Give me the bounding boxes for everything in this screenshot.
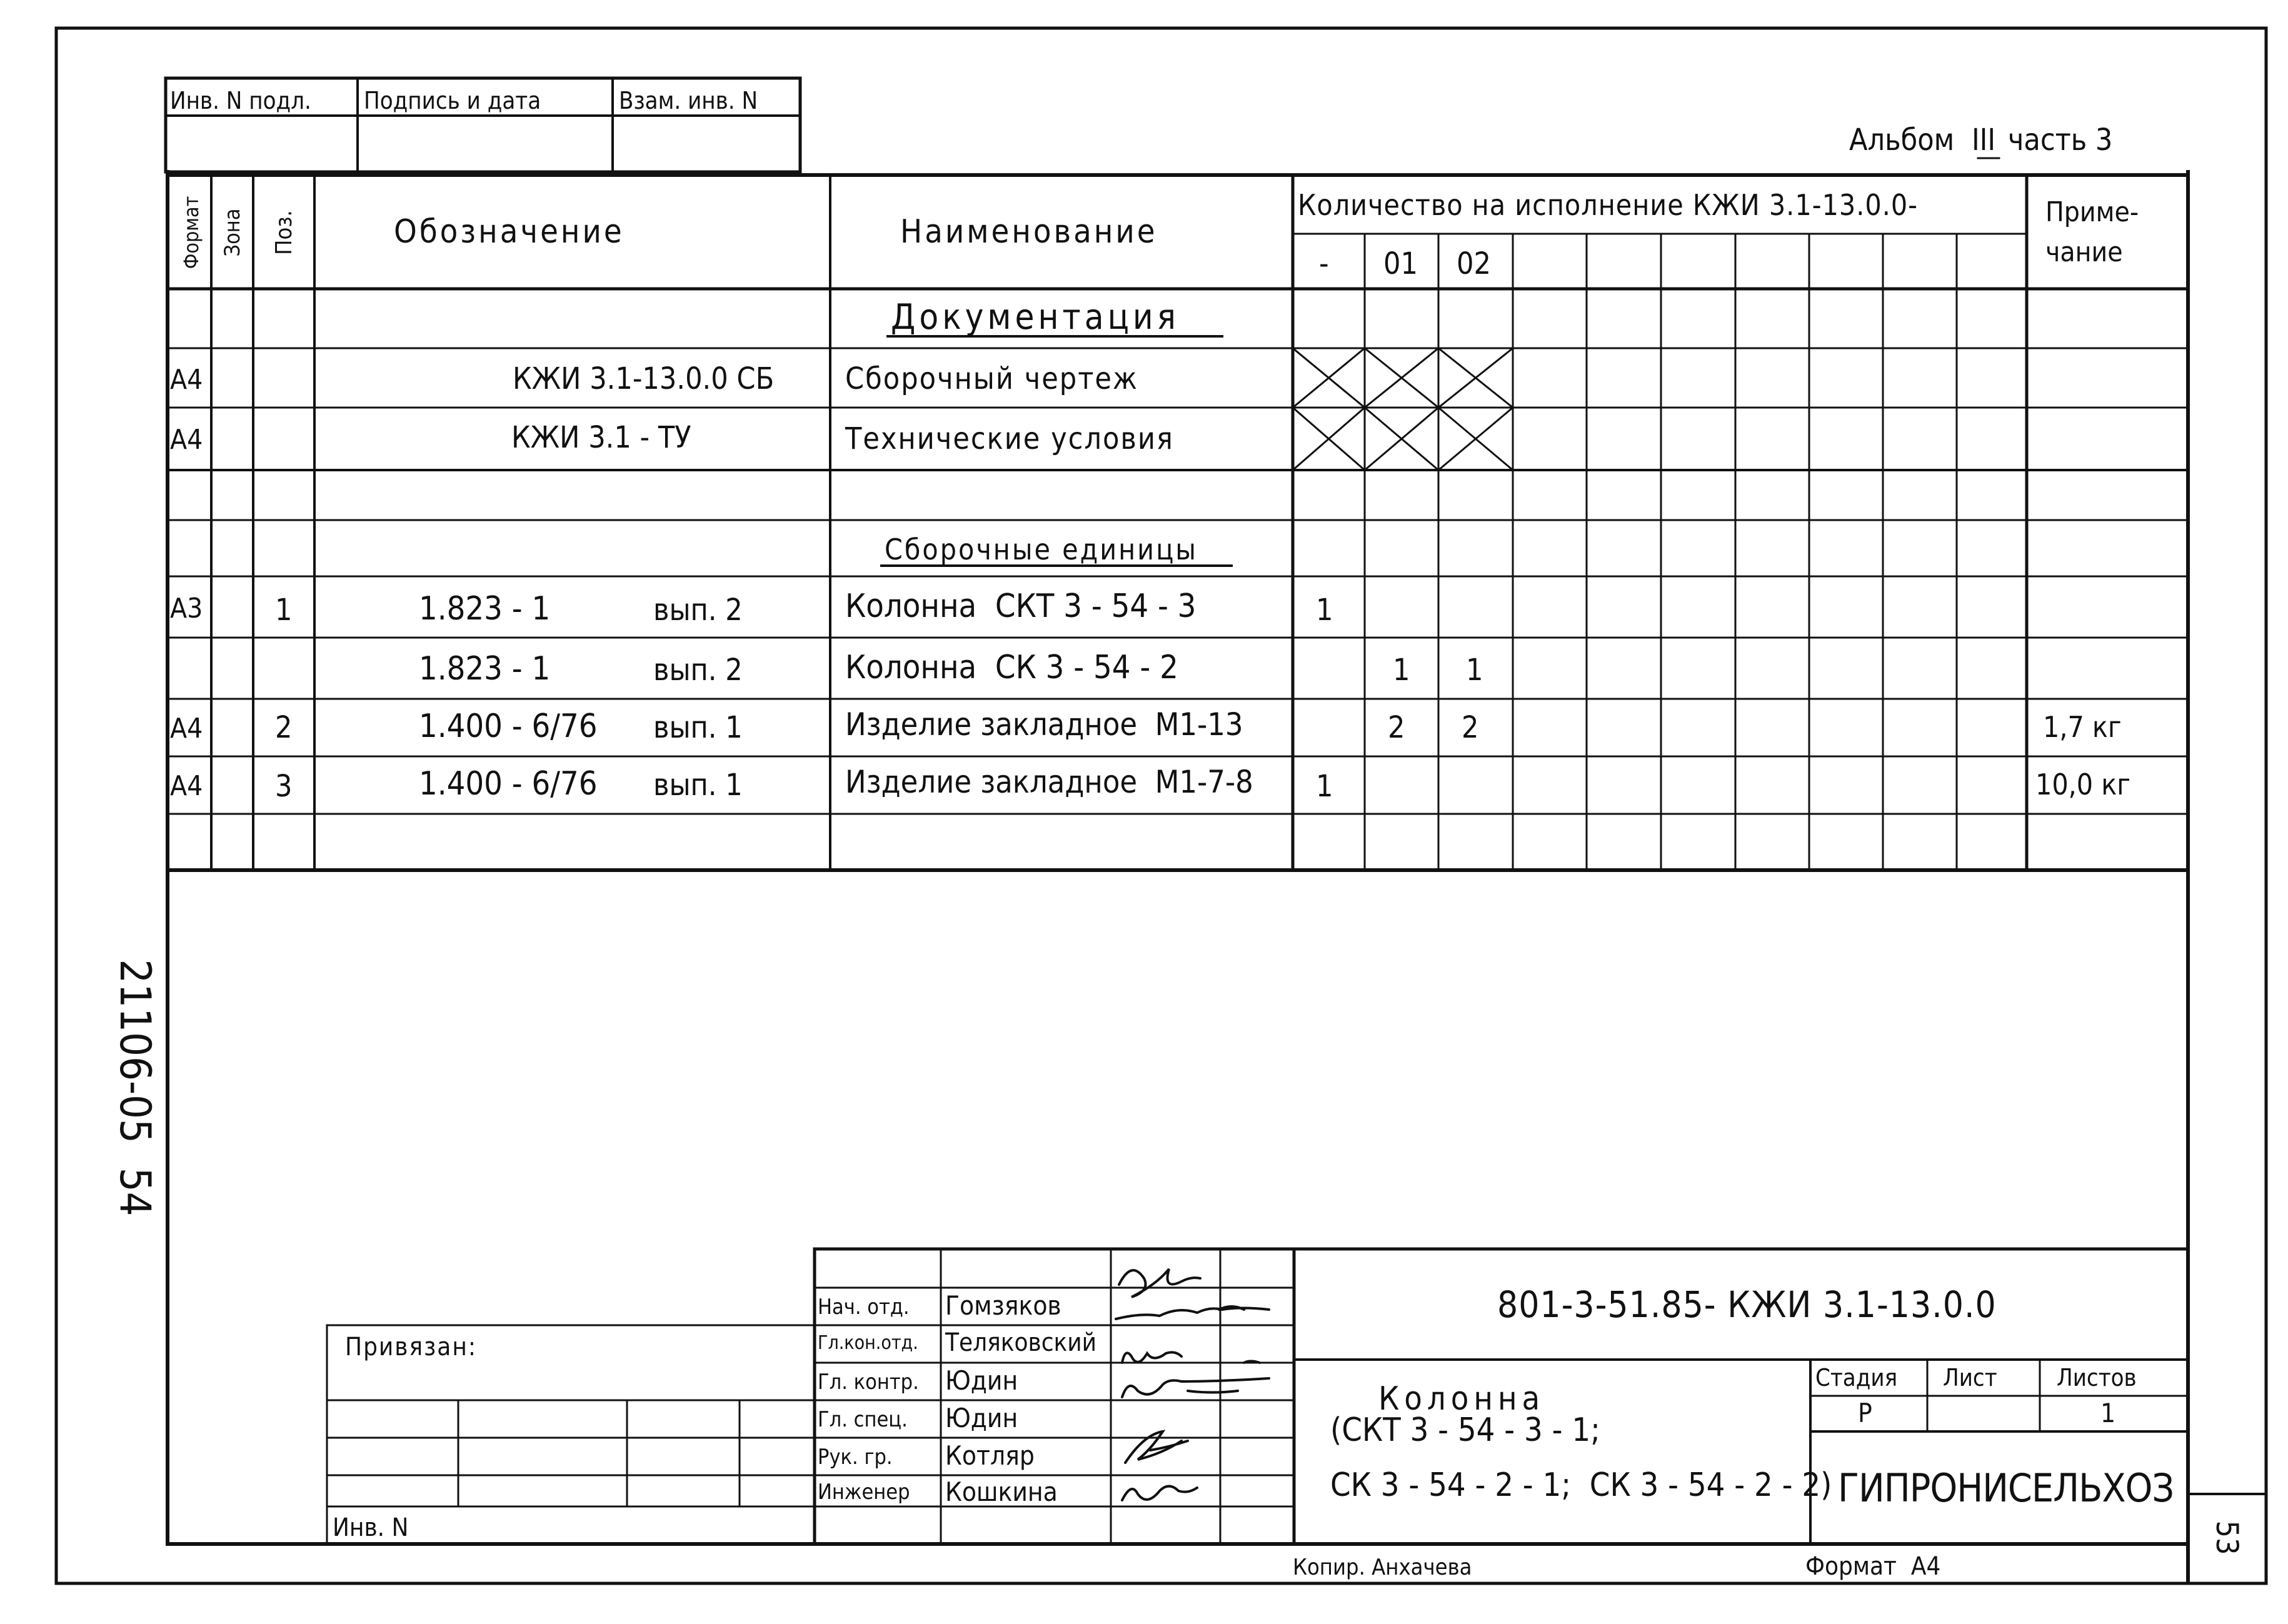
album-part: часть 3	[2007, 123, 2113, 158]
list-label: Лист	[1943, 1364, 1997, 1391]
header-variant-01: 01	[1383, 246, 1418, 281]
stadiya-label: Стадия	[1815, 1364, 1898, 1391]
header-format: Формат	[179, 196, 203, 269]
organization-name: ГИПРОНИСЕЛЬХОЗ	[1838, 1465, 2174, 1511]
unit-row-3-note: 1,7 кг	[2043, 710, 2122, 744]
role-6-name: Кошкина	[945, 1476, 1058, 1507]
role-4-label: Гл. спец.	[818, 1407, 908, 1432]
unit-row-2-name: Колонна СК 3 - 54 - 2	[845, 649, 1178, 686]
header-variant-base: -	[1319, 246, 1329, 281]
page-number: 53	[2209, 1520, 2244, 1555]
unit-row-3-poz: 2	[275, 710, 293, 745]
header-oboznachenie: Обозначение	[394, 213, 625, 251]
role-5-label: Рук. гр.	[818, 1445, 893, 1470]
unit-row-3-oboz: 1.400 - 6/76	[419, 708, 598, 745]
doc-row-2-oboz: КЖИ 3.1 - ТУ	[511, 420, 691, 455]
stamp-vzam-inv: Взам. инв. N	[619, 87, 758, 114]
album-number: III	[1971, 123, 1996, 158]
unit-row-4-note: 10,0 кг	[2035, 768, 2130, 801]
unit-row-1-name: Колонна СКТ 3 - 54 - 3	[845, 588, 1197, 625]
stamp-podpis-data: Подпись и дата	[364, 87, 541, 114]
role-3-name: Юдин	[945, 1365, 1018, 1396]
unit-row-3-name: Изделие закладное М1-13	[845, 706, 1243, 743]
inv-n-label: Инв. N	[333, 1513, 409, 1542]
unit-row-1-vyp: вып. 2	[653, 593, 743, 628]
header-primechanie-2: чание	[2045, 236, 2123, 268]
document-code: 801-3-51.85- КЖИ 3.1-13.0.0	[1497, 1283, 1997, 1326]
role-2-label: Гл.кон.отд.	[818, 1332, 918, 1354]
header-zona: Зона	[220, 208, 245, 257]
section-assembly-units: Сборочные единицы	[885, 533, 1198, 566]
doc-row-2-format: А4	[170, 424, 203, 456]
title-line-3: СК 3 - 54 - 2 - 1; СК 3 - 54 - 2 - 2)	[1330, 1466, 1832, 1504]
role-6-label: Инженер	[818, 1480, 910, 1505]
privyazan-label: Привязан:	[345, 1333, 478, 1361]
unit-row-4-q0: 1	[1316, 769, 1333, 804]
unit-row-3-q1: 2	[1388, 710, 1405, 745]
role-5-name: Котляр	[945, 1440, 1035, 1471]
unit-row-3-format: А4	[170, 713, 203, 744]
side-document-number: 21106-05 54	[110, 959, 159, 1216]
role-3-label: Гл. контр.	[818, 1370, 919, 1395]
unit-row-4-format: А4	[170, 770, 203, 802]
unit-row-1-format: А3	[170, 593, 203, 624]
album-word: Альбом	[1849, 123, 1955, 158]
unit-row-3-q2: 2	[1462, 710, 1479, 745]
unit-row-4-poz: 3	[275, 769, 293, 804]
listov-value: 1	[2100, 1398, 2116, 1428]
role-1-label: Нач. отд.	[818, 1295, 910, 1320]
doc-row-2-name: Технические условия	[845, 421, 1174, 456]
section-documentation: Документация	[891, 297, 1180, 338]
unit-row-4-oboz: 1.400 - 6/76	[419, 765, 598, 803]
title-line-1: Колонна	[1378, 1380, 1545, 1418]
unit-row-1-poz: 1	[275, 593, 293, 628]
stamp-inv-podl: Инв. N подл.	[170, 87, 311, 114]
unit-row-3-vyp: вып. 1	[653, 710, 743, 745]
unit-row-4-vyp: вып. 1	[653, 768, 743, 803]
footer-format: Формат А4	[1805, 1552, 1941, 1581]
header-variant-02: 02	[1457, 246, 1491, 281]
role-1-name: Гомзяков	[945, 1290, 1061, 1321]
footer-copied: Копир. Анхачева	[1293, 1555, 1472, 1580]
unit-row-2-oboz: 1.823 - 1	[419, 650, 551, 688]
unit-row-4-name: Изделие закладное М1-7-8	[845, 764, 1253, 800]
doc-row-1-oboz: КЖИ 3.1-13.0.0 СБ	[513, 361, 775, 396]
header-kolichestvo: Количество на исполнение КЖИ 3.1-13.0.0-	[1298, 188, 1919, 222]
listov-label: Листов	[2057, 1364, 2137, 1391]
doc-row-1-name: Сборочный чертеж	[845, 361, 1138, 396]
role-2-name: Теляковский	[945, 1328, 1097, 1357]
role-4-name: Юдин	[945, 1403, 1018, 1433]
unit-row-1-oboz: 1.823 - 1	[419, 590, 551, 628]
header-poz: Поз.	[271, 210, 297, 255]
header-primechanie-1: Приме-	[2045, 196, 2139, 228]
signatures	[1116, 1269, 1269, 1500]
title-line-2: (СКТ 3 - 54 - 3 - 1;	[1330, 1411, 1600, 1449]
doc-row-1-format: А4	[170, 364, 203, 396]
unit-row-2-q1: 1	[1393, 653, 1410, 688]
album-label	[1849, 123, 2113, 158]
stadiya-value: Р	[1858, 1398, 1872, 1428]
unit-row-1-q0: 1	[1316, 593, 1333, 628]
unit-row-2-q2: 1	[1466, 653, 1483, 688]
unit-row-2-vyp: вып. 2	[653, 653, 743, 688]
header-naimenovanie: Наименование	[900, 213, 1158, 251]
